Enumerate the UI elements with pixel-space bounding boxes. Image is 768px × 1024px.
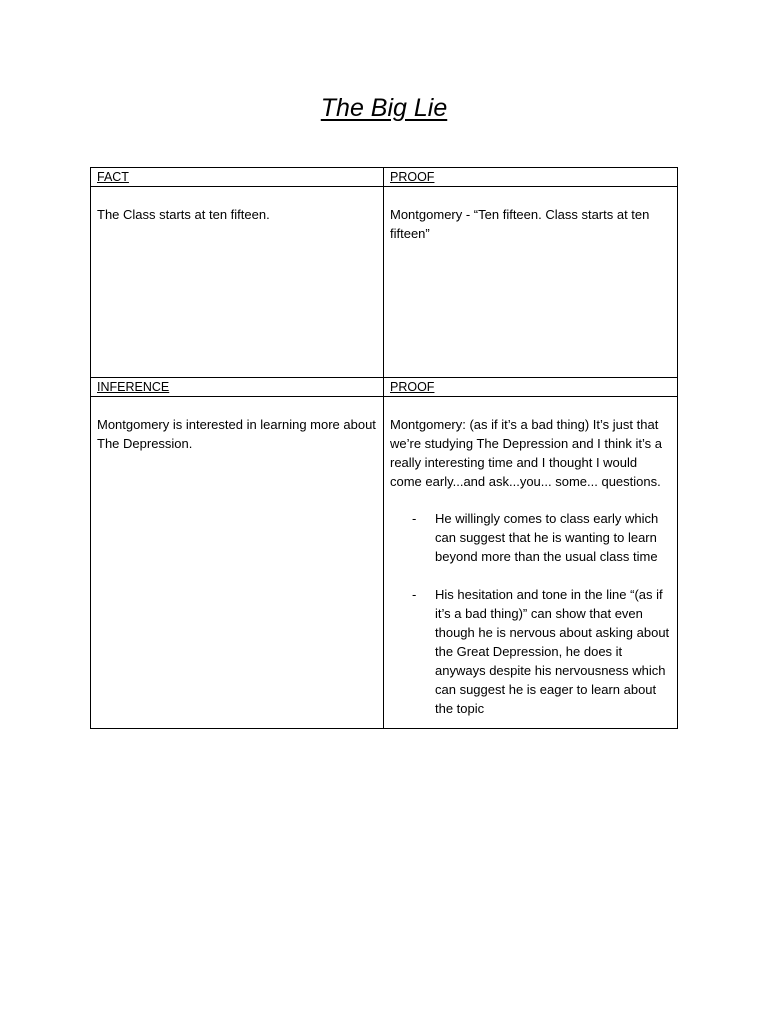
fact-proof-text: Montgomery - “Ten fifteen. Class starts at ten fifteen” <box>390 207 650 241</box>
proof-header-cell-1 <box>384 168 678 187</box>
inference-proof-quote: Montgomery: (as if it’s a bad thing) It’s just that we’re studying The Depression and I think it’s a really interesting time and I thought I would come early...and ask...you... some... questions. <box>390 417 662 489</box>
inference-header: INFERENCE <box>97 380 170 394</box>
proof-header-2: PROOF <box>390 380 435 394</box>
fact-header: FACT <box>97 170 129 184</box>
fact-header-row <box>91 168 678 187</box>
fact-header-cell <box>91 168 384 187</box>
proof-header-1: PROOF <box>390 170 435 184</box>
list-item <box>390 509 671 566</box>
proof-bullet-list <box>390 509 671 718</box>
dash-bullet-icon: - <box>412 511 417 526</box>
inference-text: Montgomery is interested in learning more about The Depression. <box>97 417 376 451</box>
dash-bullet-icon: - <box>412 587 417 602</box>
inference-proof-cell <box>384 397 678 729</box>
fact-text: The Class starts at ten fifteen. <box>97 207 270 222</box>
fact-proof-cell <box>384 187 678 378</box>
bullet-text: He willingly comes to class early which can suggest that he is wanting to learn beyond more than the usual class time <box>435 511 659 564</box>
page-title: The Big Lie <box>320 94 448 122</box>
inference-cell <box>91 397 384 729</box>
bullet-text: His hesitation and tone in the line “(as if it’s a bad thing)” can show that even though he is nervous about asking about the Great Depression, he does it anyways despite his nervousness which can suggest he is eager to learn about the topic <box>435 587 670 716</box>
inference-row <box>91 397 678 729</box>
inference-header-cell <box>91 378 384 397</box>
list-item <box>390 585 671 718</box>
proof-header-cell-2 <box>384 378 678 397</box>
inference-header-row <box>91 378 678 397</box>
fact-cell <box>91 187 384 378</box>
fact-inference-table <box>90 167 678 729</box>
fact-row <box>91 187 678 378</box>
